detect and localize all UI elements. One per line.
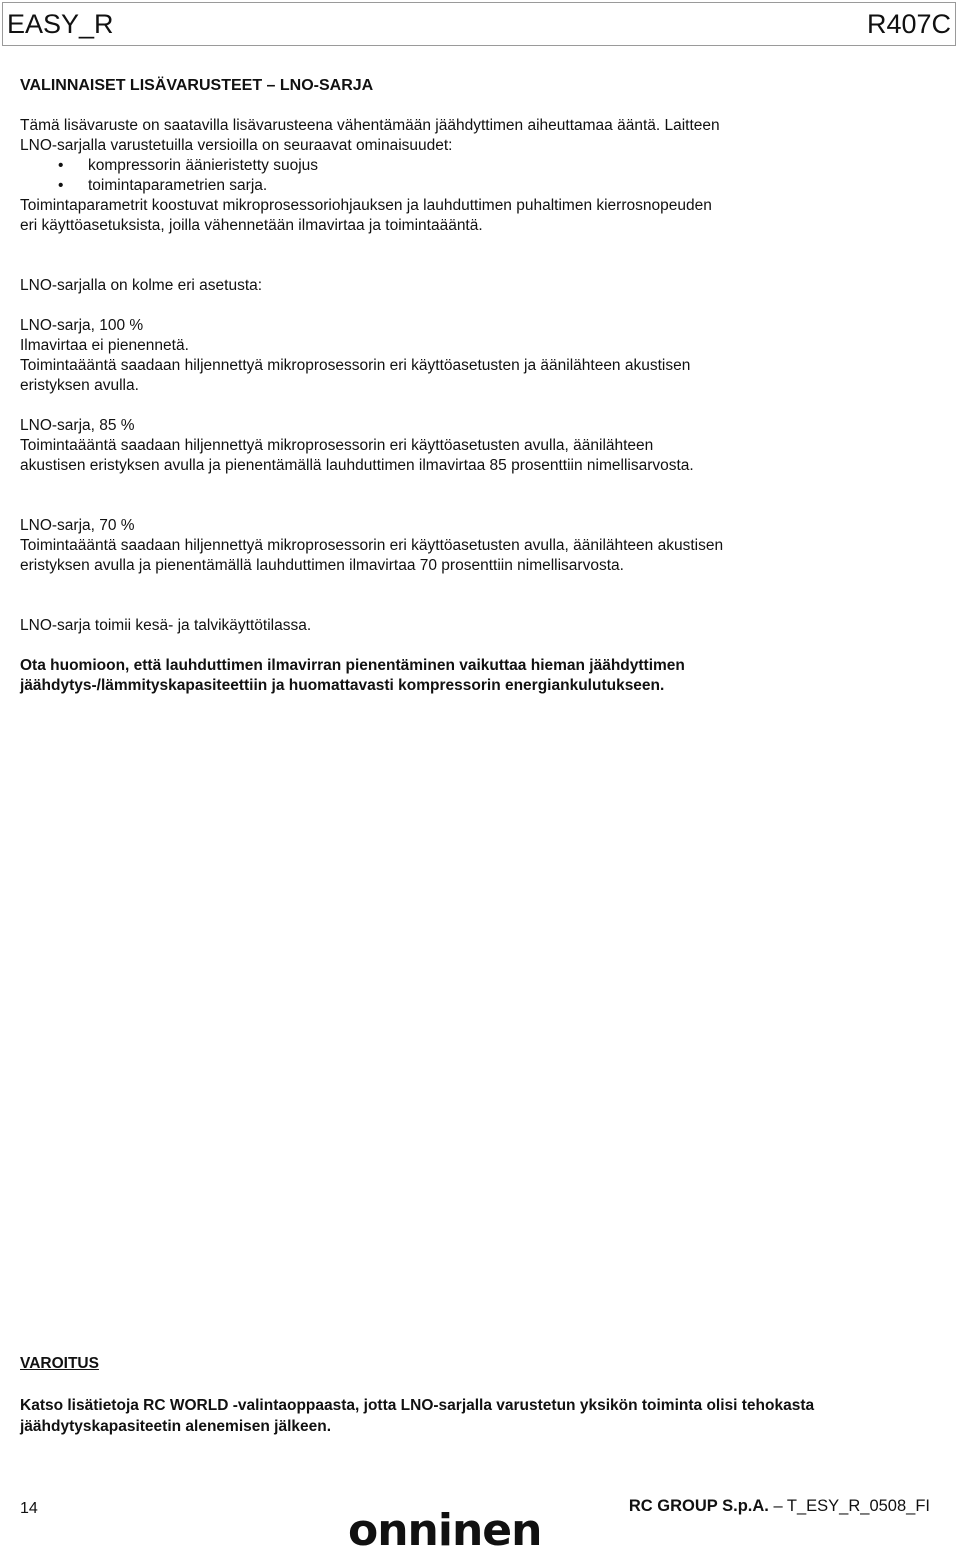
params-line: eri käyttöasetuksista, joilla vähennetään ilmavirtaa ja toimintaääntä. xyxy=(20,217,483,234)
document-code: – T_ESY_R_0508_FI xyxy=(768,1497,930,1515)
bullet-icon: • xyxy=(58,177,64,194)
lno70-line: eristyksen avulla ja pienentämällä lauhduttimen ilmavirtaa 70 prosenttiin nimellisarvosta. xyxy=(20,557,624,574)
lno100-line: Ilmavirtaa ei pienennetä. xyxy=(20,337,189,354)
modes-text: LNO-sarja toimii kesä- ja talvikäyttötilassa. xyxy=(20,617,312,634)
lno100-line: Toimintaääntä saadaan hiljennettyä mikroprosessorin eri käyttöasetusten ja äänilähteen akustisen xyxy=(20,357,691,374)
onninen-logo: onninen xyxy=(348,1505,542,1556)
intro-line: Tämä lisävaruste on saatavilla lisävarusteena vähentämään jäähdyttimen aiheuttamaa ääntä. Laitteen xyxy=(20,117,720,134)
footer-doc-ref xyxy=(629,1497,930,1516)
settings-intro: LNO-sarjalla on kolme eri asetusta: xyxy=(20,277,263,294)
warning-text xyxy=(20,1395,940,1437)
lno100-line: eristyksen avulla. xyxy=(20,377,139,394)
bullet-text: kompressorin äänieristetty suojus xyxy=(88,157,319,174)
intro-line: LNO-sarjalla varustetuilla versioilla on seuraavat ominaisuudet: xyxy=(20,137,453,154)
lno70-line: Toimintaääntä saadaan hiljennettyä mikroprosessorin eri käyttöasetusten avulla, äänilähteen akustisen xyxy=(20,537,724,554)
note-line: Ota huomioon, että lauhduttimen ilmavirran pienentäminen vaikuttaa hieman jäähdyttimen xyxy=(20,657,685,674)
company-name: RC GROUP S.p.A. xyxy=(628,1497,769,1515)
header-product: EASY_R xyxy=(7,9,114,39)
lno85-title: LNO-sarja, 85 % xyxy=(20,417,135,434)
section-title: VALINNAISET LISÄVARUSTEET – LNO-SARJA xyxy=(20,77,374,94)
bullet-icon: • xyxy=(58,157,64,174)
warning-line: jäähdytyskapasiteetin alenemisen jälkeen. xyxy=(20,1418,332,1435)
bullet-text: toimintaparametrien sarja. xyxy=(88,177,268,194)
document-body xyxy=(20,76,940,696)
lno70-title: LNO-sarja, 70 % xyxy=(20,517,135,534)
bullet-item xyxy=(20,176,940,196)
warning-title: VAROITUS xyxy=(20,1355,99,1372)
lno100-title: LNO-sarja, 100 % xyxy=(20,317,144,334)
lno85-line: akustisen eristyksen avulla ja pienentämällä lauhduttimen ilmavirtaa 85 prosenttiin nimellisarvosta. xyxy=(20,457,694,474)
warning-line: Katso lisätietoja RC WORLD -valintaoppaasta, jotta LNO-sarjalla varustetun yksikön toiminta olisi tehokasta xyxy=(20,1397,815,1414)
lno85-line: Toimintaääntä saadaan hiljennettyä mikroprosessorin eri käyttöasetusten avulla, äänilähteen xyxy=(20,437,654,454)
page-number: 14 xyxy=(20,1500,38,1517)
header-refrigerant: R407C xyxy=(866,9,951,39)
note-line: jäähdytys-/lämmityskapasiteettiin ja huomattavasti kompressorin energiankulutukseen. xyxy=(20,677,665,694)
params-line: Toimintaparametrit koostuvat mikroprosessoriohjauksen ja lauhduttimen puhaltimen kierrosnopeuden xyxy=(20,197,712,214)
page-header xyxy=(2,2,956,46)
bullet-item xyxy=(20,156,940,176)
